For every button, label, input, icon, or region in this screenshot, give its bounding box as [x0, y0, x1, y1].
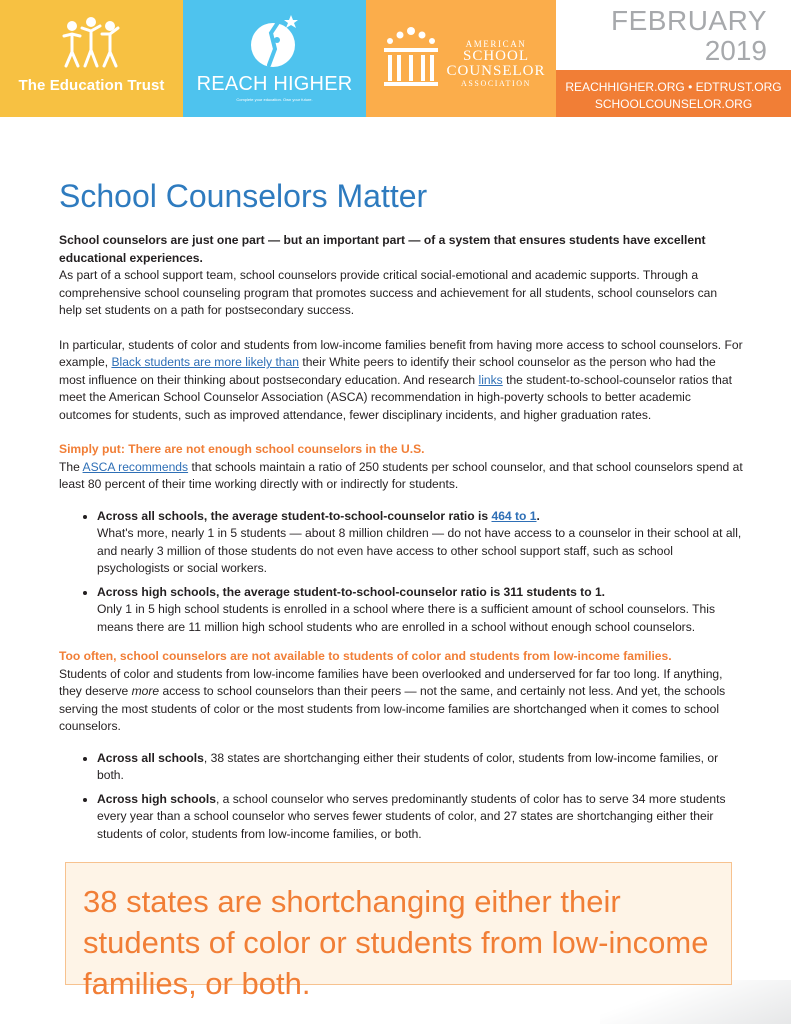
edtrust-figures-icon: [60, 14, 122, 70]
paragraph-text: that schools maintain a ratio of 250 students per school counselor, and that school counselors spend at least 80 percent of their time working directly with or indirectly for students.: [59, 459, 743, 491]
reach-higher-tagline: Complete your education. Own your future.: [236, 97, 313, 102]
section1-intro: [59, 459, 743, 494]
bullet-body: What's more, nearly 1 in 5 students — about 8 million children — do not have access to a counselor in their school at all, and nearly 3 million of those students do not even have access to other school support staff, such as school psychologists or social workers.: [97, 526, 742, 575]
urls-panel: [556, 70, 791, 117]
paragraph-text: In particular, students of color and students from low-income families benefit from having more access to school counselors. For example,: [59, 337, 743, 369]
emphasis-more: more: [131, 684, 160, 698]
issue-month: FEBRUARY: [611, 5, 767, 36]
asca-logo-panel: [366, 0, 556, 117]
edtrust-name: The Education Trust: [18, 77, 165, 94]
list-item: [97, 750, 743, 785]
research-links-link[interactable]: links: [478, 372, 503, 387]
urls-line-2: SCHOOLCOUNSELOR.ORG: [594, 97, 753, 111]
section2-intro: [59, 666, 743, 736]
paragraph-text: Students of color and students from low-income families have been overlooked and underserved for far too long. If anything, they deserve: [59, 666, 723, 698]
asca-columns-icon: [380, 26, 442, 90]
ratio-464-link[interactable]: 464 to 1: [491, 508, 537, 523]
paragraph-text: the student-to-school-counselor ratios that meet the American School Counselor Association (ASCA) recommendation in high-poverty schools to better academic outcomes for students, such as improved attendance, fewer disciplinary incidents, and higher graduation rates.: [59, 372, 732, 422]
asca-wordmark: [446, 40, 546, 88]
bullet-bold: Across high schools: [97, 791, 216, 806]
section2-bullets: [59, 750, 743, 844]
asca-line-2: SCHOOL: [462, 48, 529, 64]
asca-line-3: COUNSELOR: [446, 63, 546, 79]
main-content: [59, 232, 743, 849]
callout-box: [65, 862, 732, 1001]
reach-higher-figure-icon: [249, 13, 301, 69]
section1-bullets: [59, 508, 743, 637]
callout-text: 38 states are shortchanging either their students of color or students from low-income families, or both.: [83, 884, 709, 1001]
section1-heading: Simply put: There are not enough school counselors in the U.S.: [59, 442, 425, 456]
intro-lead: School counselors are just one part — but an important part — of a system that ensures students have excellent educational experiences.: [59, 233, 706, 265]
urls-line-1: REACHHIGHER.ORG • EDTRUST.ORG: [565, 80, 782, 94]
bullet-period: .: [536, 508, 540, 523]
bullet-body: , a school counselor who serves predominantly students of color has to serve 34 more students every year than a school counselor who serves fewer students of color, and 27 states are shortchanging either their students of color, students from low-income families, or both.: [97, 791, 726, 841]
bullet-bold: Across high schools, the average student-to-school-counselor ratio is 311 students to 1.: [97, 584, 606, 599]
paragraph-text: The: [59, 459, 83, 474]
bullet-bold: Across all schools, the average student-to-school-counselor ratio is: [97, 508, 492, 523]
page-title: School Counselors Matter: [59, 178, 428, 214]
asca-line-4: ASSOCIATION: [460, 79, 532, 88]
intro-body: As part of a school support team, school counselors provide critical social-emotional and academic supports. Through a comprehensive school counseling program that promotes success and achievement for all students, school counselors can help set students on a path for postsecondary success.: [59, 268, 718, 317]
list-item: [97, 584, 743, 637]
bullet-body: Only 1 in 5 high school students is enrolled in a school where there is a sufficient amount of school counselors. This means there are 11 million high school students who are enrolled in a school without enough school counselors.: [97, 602, 716, 634]
paragraph-access: [59, 337, 743, 425]
bullet-bold: Across all schools: [97, 750, 204, 765]
asca-line-1: AMERICAN: [465, 39, 527, 49]
reach-higher-logo-panel: [183, 0, 366, 117]
list-item: [97, 791, 743, 844]
date-panel: [556, 0, 791, 70]
list-item: [97, 508, 743, 578]
black-students-link[interactable]: Black students are more likely than: [111, 355, 299, 369]
paragraph-text: access to school counselors than their peers — not the same, and certainly not less. And yet, the schools serving the most students of color or the most students from low-income families are shortchanged when it comes to school counselors.: [59, 684, 726, 733]
section2-heading: Too often, school counselors are not available to students of color and students from low-income families.: [59, 649, 672, 663]
reach-higher-name: REACH HIGHER: [196, 73, 353, 95]
asca-recommends-link[interactable]: ASCA recommends: [82, 459, 189, 474]
edtrust-logo-panel: [0, 0, 183, 117]
bullet-body: , 38 states are shortchanging either their students of color, students from low-income families, or both.: [97, 750, 719, 782]
paragraph-text: their White peers to identify their school counselor as the person who had the most influence on their thinking about postsecondary education. And research: [59, 355, 716, 387]
issue-year: 2019: [704, 35, 767, 66]
